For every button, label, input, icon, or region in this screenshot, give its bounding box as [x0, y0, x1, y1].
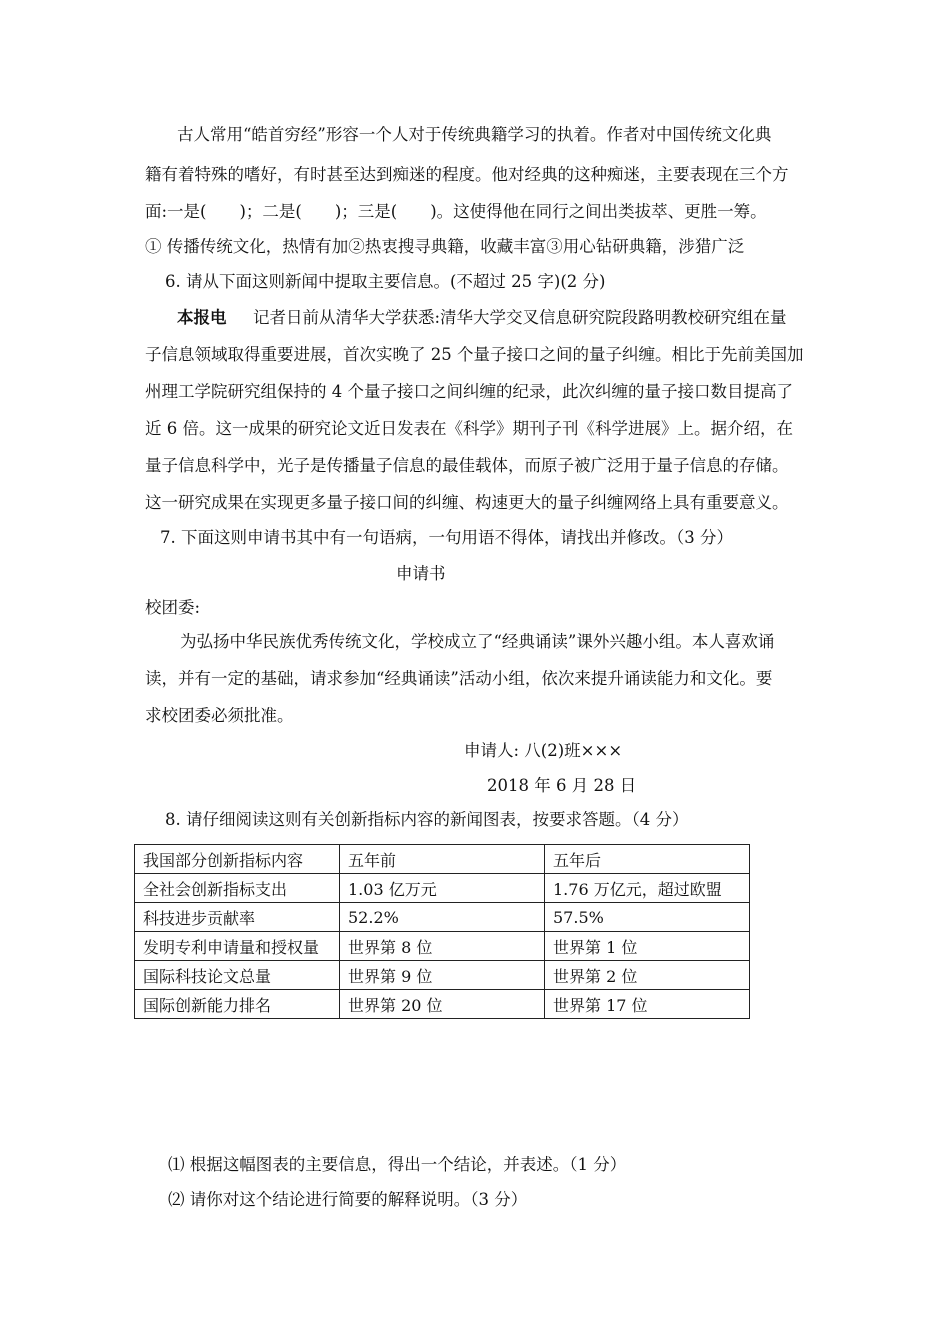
letter-date: 2018 年 6 月 28 日 — [487, 776, 637, 795]
table-cell: 世界第 17 位 — [545, 990, 750, 1019]
table-cell: 发明专利申请量和授权量 — [135, 932, 340, 961]
table-cell: 1.76 万亿元，超过欧盟 — [545, 874, 750, 903]
news-line1: 记者日前从清华大学获悉:清华大学交叉信息研究院段路明教校研究组在量 — [253, 308, 787, 327]
table-header-cell: 我国部分创新指标内容 — [135, 845, 340, 874]
letter-signature: 申请人: 八(2)班××× — [464, 741, 623, 760]
news-line5: 量子信息科学中，光子是传播量子信息的最佳载体，而原子被广泛用于量子信息的存储。 — [145, 456, 789, 475]
letter-title: 申请书 — [396, 564, 446, 583]
news-line4: 近 6 倍。这一成果的研究论文近日发表在《科学》期刊子刊《科学进展》上。据介绍，在 — [145, 419, 793, 438]
para1-line2: 籍有着特殊的嗜好，有时甚至达到痴迷的程度。他对经典的这种痴迷，主要表现在三个方 — [145, 165, 789, 184]
question-8: 8. 请仔细阅读这则有关创新指标内容的新闻图表，按要求答题。（4 分） — [165, 810, 689, 829]
para1-line3: 面:一是( )；二是( )；三是( )。这使得他在同行之间出类拔萃、更胜一筹。 — [145, 202, 767, 221]
news-line3: 州理工学院研究组保持的 4 个量子接口之间纠缠的纪录，此次纠缠的量子接口数目提高了 — [145, 382, 793, 401]
news-lead: 本报电 — [177, 308, 227, 327]
para1-line1: 古人常用“皓首穷经”形容一个人对于传统典籍学习的执着。作者对中国传统文化典 — [177, 125, 772, 144]
table-row — [135, 903, 750, 932]
table-row — [135, 874, 750, 903]
table-cell: 52.2% — [340, 903, 545, 932]
sub-question-1: ⑴ 根据这幅图表的主要信息，得出一个结论，并表述。（1 分） — [168, 1155, 627, 1174]
table-cell: 国际科技论文总量 — [135, 961, 340, 990]
table-cell: 1.03 亿万元 — [340, 874, 545, 903]
table-header-cell: 五年后 — [545, 845, 750, 874]
table-cell: 科技进步贡献率 — [135, 903, 340, 932]
letter-line3: 求校团委必须批准。 — [145, 706, 294, 725]
table-cell: 世界第 9 位 — [340, 961, 545, 990]
table-row — [135, 961, 750, 990]
table-header-cell: 五年前 — [340, 845, 545, 874]
table-cell: 世界第 8 位 — [340, 932, 545, 961]
news-line2: 子信息领域取得重要进展，首次实晚了 25 个量子接口之间的量子纠缠。相比于先前美国加 — [145, 345, 804, 364]
table-row — [135, 932, 750, 961]
question-7: 7. 下面这则申请书其中有一句语病，一句用语不得体，请找出并修改。（3 分） — [160, 528, 733, 547]
para1-options: ① 传播传统文化，热情有加②热衷搜寻典籍，收藏丰富③用心钻研典籍，涉猎广泛 — [145, 237, 745, 256]
table-cell: 世界第 20 位 — [340, 990, 545, 1019]
letter-line2: 读，并有一定的基础，请求参加“经典诵读”活动小组，依次来提升诵读能力和文化。要 — [145, 669, 773, 688]
table-cell: 全社会创新指标支出 — [135, 874, 340, 903]
sub-question-2: ⑵ 请你对这个结论进行简要的解释说明。（3 分） — [168, 1190, 528, 1209]
table-cell: 57.5% — [545, 903, 750, 932]
table-cell: 世界第 2 位 — [545, 961, 750, 990]
question-6: 6. 请从下面这则新闻中提取主要信息。(不超过 25 字)(2 分) — [165, 272, 606, 291]
news-line6: 这一研究成果在实现更多量子接口间的纠缠、构速更大的量子纠缠网络上具有重要意义。 — [145, 493, 789, 512]
letter-salutation: 校团委: — [145, 598, 201, 617]
letter-line1: 为弘扬中华民族优秀传统文化，学校成立了“经典诵读”课外兴趣小组。本人喜欢诵 — [180, 632, 775, 651]
table-header-row — [135, 845, 750, 874]
table-cell: 国际创新能力排名 — [135, 990, 340, 1019]
table-cell: 世界第 1 位 — [545, 932, 750, 961]
innovation-table — [134, 844, 750, 1019]
table-row — [135, 990, 750, 1019]
